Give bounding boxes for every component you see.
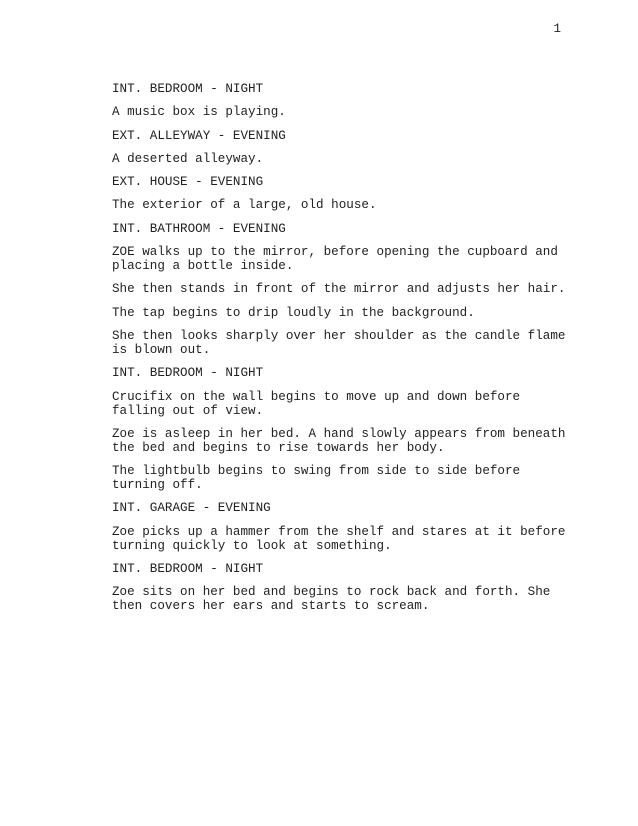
scene-heading: INT. GARAGE - EVENING [112,501,271,516]
action-line: A music box is playing. [112,105,286,120]
action-line: The lightbulb begins to swing from side to side before turning off. [112,464,521,493]
screenplay-body [112,82,582,623]
action-line: The exterior of a large, old house. [112,198,377,213]
action-line: Zoe sits on her bed and begins to rock back and forth. She then covers her ears and starts to scream. [112,585,551,614]
page-number: 1 [553,22,561,36]
scene-heading: INT. BATHROOM - EVENING [112,221,286,236]
action-line: Zoe is asleep in her bed. A hand slowly appears from beneath the bed and begins to rise towards her body. [112,426,566,455]
action-line: She then stands in front of the mirror and adjusts her hair. [112,282,566,297]
action-line: Zoe picks up a hammer from the shelf and stares at it before turning quickly to look at something. [112,524,566,553]
scene-heading: INT. BEDROOM - NIGHT [112,366,264,381]
action-line: A deserted alleyway. [112,151,264,166]
scene-heading: EXT. ALLEYWAY - EVENING [112,128,286,143]
action-line: She then looks sharply over her shoulder as the candle flame is blown out. [112,328,566,357]
scene-heading: INT. BEDROOM - NIGHT [112,562,264,577]
action-line: The tap begins to drip loudly in the background. [112,305,475,320]
action-line: ZOE walks up to the mirror, before opening the cupboard and placing a bottle inside. [112,245,558,274]
scene-heading: INT. BEDROOM - NIGHT [112,82,264,96]
scene-heading: EXT. HOUSE - EVENING [112,175,264,190]
action-line: Crucifix on the wall begins to move up and down before falling out of view. [112,389,521,418]
